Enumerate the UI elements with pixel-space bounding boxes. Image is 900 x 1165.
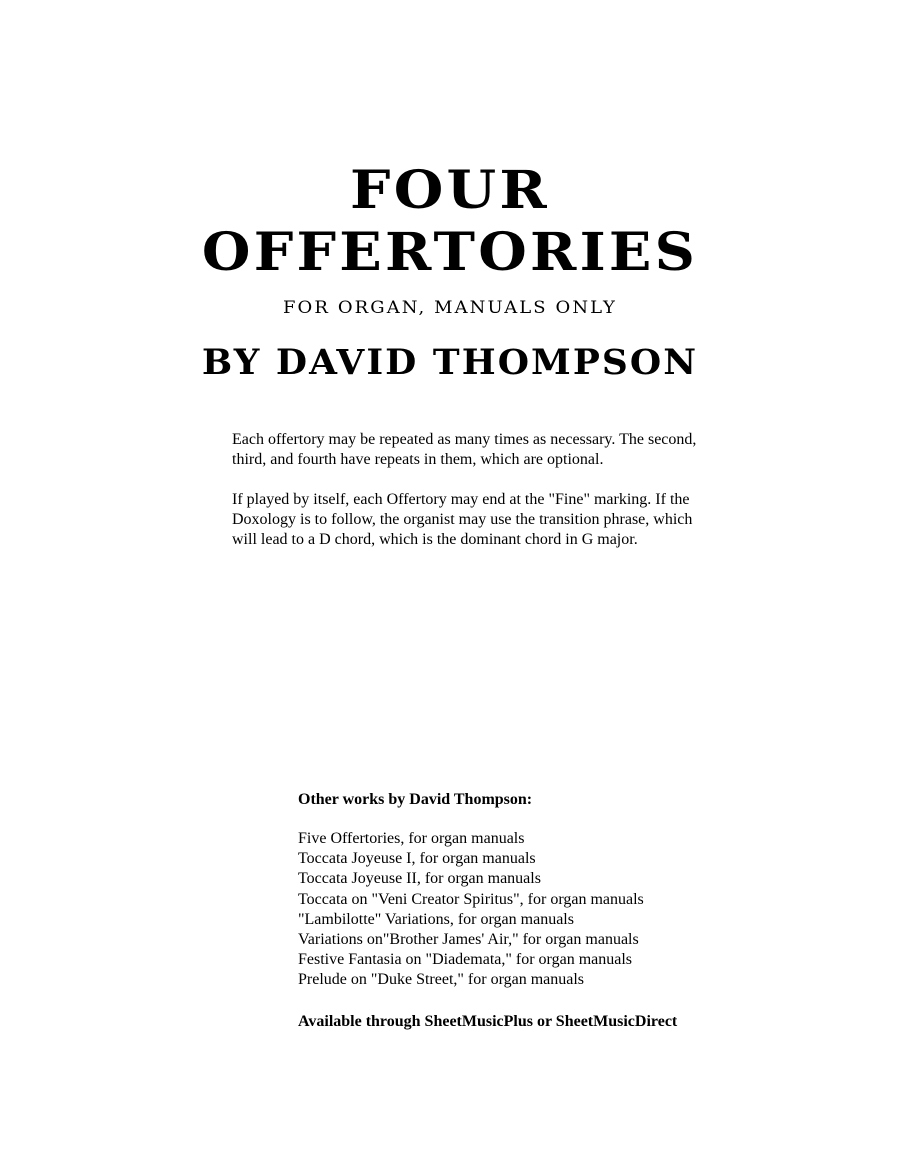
list-item: Toccata on "Veni Creator Spiritus", for organ manuals: [298, 890, 644, 908]
notes-line: third, and fourth have repeats in them, which are optional.: [232, 451, 604, 468]
notes-line: will lead to a D chord, which is the dominant chord in G major.: [232, 531, 638, 548]
notes-paragraph-repeats: [232, 430, 792, 470]
availability-note: Available through SheetMusicPlus or SheetMusicDirect: [298, 1013, 678, 1030]
list-item: Five Offertories, for organ manuals: [298, 830, 525, 847]
other-works-list: [298, 829, 818, 991]
list-item: Toccata Joyeuse II, for organ manuals: [298, 870, 541, 888]
author-line: BY DAVID THOMPSON: [201, 342, 699, 383]
list-item: Variations on"Brother James' Air," for organ manuals: [298, 931, 639, 949]
list-item: "Lambilotte" Variations, for organ manuals: [298, 910, 574, 928]
list-item: Prelude on "Duke Street," for organ manuals: [298, 971, 585, 989]
notes-line: Each offertory may be repeated as many times as necessary. The second,: [232, 431, 697, 448]
title-line-2: OFFERTORIES: [201, 222, 699, 283]
notes-line: Doxology is to follow, the organist may use the transition phrase, which: [232, 511, 693, 528]
notes-line: If played by itself, each Offertory may end at the "Fine" marking. If the: [232, 491, 690, 508]
other-works-heading: Other works by David Thompson:: [298, 791, 533, 808]
subtitle: FOR ORGAN, MANUALS ONLY: [282, 298, 618, 318]
notes-paragraph-ending: [232, 490, 792, 550]
list-item: Festive Fantasia on "Diademata," for organ manuals: [298, 951, 633, 969]
list-item: Toccata Joyeuse I, for organ manuals: [298, 850, 536, 868]
title-line-1: FOUR: [350, 160, 550, 221]
